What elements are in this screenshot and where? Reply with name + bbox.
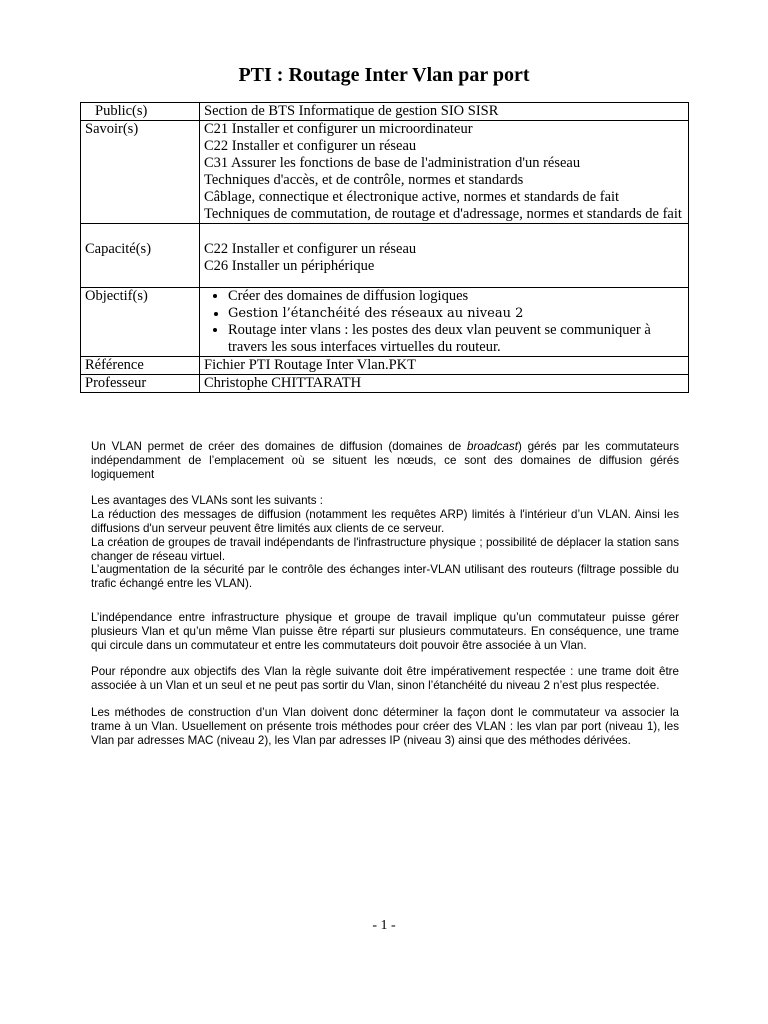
professeur-value: Christophe CHITTARATH [200,375,689,393]
paragraph-rule: Pour répondre aux objectifs des Vlan la règle suivante doit être impérativement respectée : une trame doit être associée à un Vlan et un seul et ne peut pas sortir du Vlan, sinon l’étanchéité du niveau 2 n’est plus respectée. [91,665,679,693]
objectif-item: • Routage inter vlans : les postes des deux vlan peuvent se communiquer à travers les sous interfaces virtuelles du routeur. [228,322,684,356]
info-table [80,102,689,393]
objectif-item: • Gestion l’étanchéité des réseaux au niveau 2 [228,305,684,322]
paragraph-methods: Les méthodes de construction d’un Vlan doivent donc déterminer la façon dont le commutateur va associer la trame à un Vlan. Usuellement on présente trois méthodes pour créer des VLAN : les vlan par port (niveau 1), les Vlan par adresses MAC (niveau 2), les Vlan par adresses IP (niveau 3) ainsi que des méthodes dérivées. [91,705,679,747]
reference-value: Fichier PTI Routage Inter Vlan.PKT [200,357,689,375]
objectif-list [204,288,684,356]
savoir-line: Techniques de commutation, de routage et d'adressage, normes et standards de fait [204,206,682,222]
table-row-reference [81,357,689,375]
objectif-label: Objectif(s) [81,288,200,357]
table-row-capacite [81,224,689,288]
objectif-value [200,288,689,357]
table-row-professeur [81,375,689,393]
public-label-text: Public(s) [95,103,148,119]
professeur-label: Professeur [81,375,200,393]
savoir-label: Savoir(s) [81,121,200,224]
p1-end: ) gérés par les commutateurs indépendamment de l’emplacement où se situent les nœuds, ce sont des domaines de diffusion gérés logiquement [91,440,679,481]
paragraph-advantages [91,494,679,591]
capacite-label [81,224,200,288]
body-text [91,440,679,760]
advantages-line: La réduction des messages de diffusion (notamment les requêtes ARP) limités à l'intérieur d’un VLAN. Ainsi les diffusions d'un serveur peuvent être limités aux clients de ce serveur. [91,508,679,535]
capacite-label-text: Capacité(s) [85,241,152,257]
savoir-line: Câblage, connectique et électronique active, normes et standards de fait [204,189,620,205]
table-row-public [81,103,689,121]
savoir-line: C21 Installer et configurer un microordinateur [204,121,473,137]
table-row-savoir [81,121,689,224]
table-row-objectif [81,288,689,357]
capacite-line: C26 Installer un périphérique [204,258,375,274]
savoir-line: Techniques d'accès, et de contrôle, normes et standards [204,172,524,188]
p1-emphasis: broadcast [467,440,518,453]
advantages-line: La création de groupes de travail indépendants de l'infrastructure physique ; possibilité de déplacer la station sans changer de réseau virtuel. [91,535,679,563]
page-title: PTI : Routage Inter Vlan par port [238,64,530,86]
advantages-line: Les avantages des VLANs sont les suivants : [91,494,324,508]
paragraph-independence: L’indépendance entre infrastructure physique et groupe de travail implique qu’un commutateur puisse gérer plusieurs Vlan et qu’un même Vlan puisse être réparti sur plusieurs commutateurs. En conséquence, une trame qui circule dans un commutateur et entre les commutateurs doit pouvoir être associée à un Vlan. [91,610,679,652]
paragraph-vlan-intro [91,440,679,481]
advantages-line: L’augmentation de la sécurité par le contrôle des échanges inter-VLAN utilisant des routeurs (filtrage possible du trafic échangé entre les VLAN). [91,563,679,591]
page-number: - 1 - [372,918,396,933]
capacite-value [200,224,689,288]
savoir-line: C22 Installer et configurer un réseau [204,138,417,154]
savoir-line: C31 Assurer les fonctions de base de l'administration d'un réseau [204,155,581,171]
public-value: Section de BTS Informatique de gestion SIO SISR [200,103,689,121]
capacite-line: C22 Installer et configurer un réseau [204,241,417,257]
reference-label: Référence [81,357,200,375]
p1-start: Un VLAN permet de créer des domaines de diffusion (domaines de [91,440,468,453]
savoir-value [200,121,689,224]
objectif-item: • Créer des domaines de diffusion logiques [228,288,684,305]
public-label [81,103,200,121]
